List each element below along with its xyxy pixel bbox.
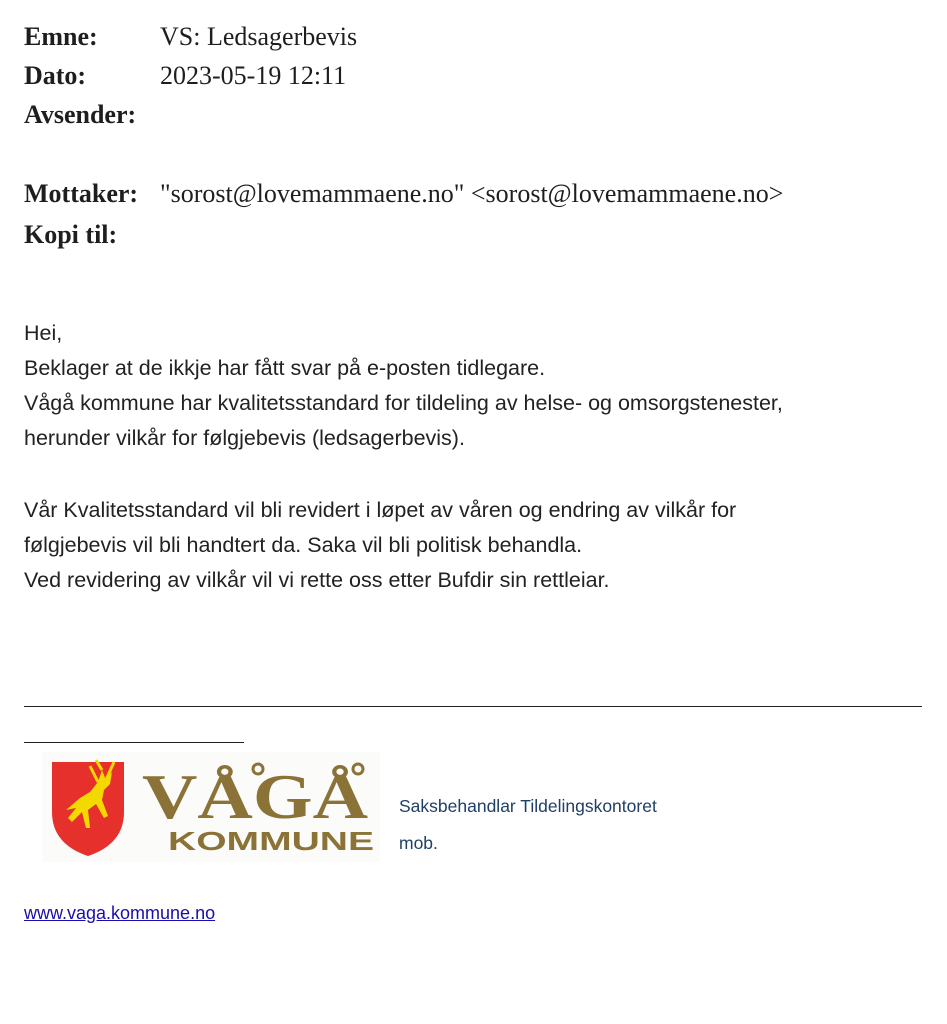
body-line: Vågå kommune har kvalitetsstandard for tildeling av helse- og omsorgstenester, bbox=[24, 391, 783, 415]
date-value: 2023-05-19 12:11 bbox=[160, 61, 347, 90]
signature-divider-short bbox=[24, 742, 244, 743]
body-line: Beklager at de ikkje har fått svar på e-posten tidlegare. bbox=[24, 356, 546, 380]
body-line: Vår Kvalitetsstandard vil bli revidert i løpet av våren og endring av vilkår for bbox=[24, 498, 737, 522]
logo-title: VÅGÅ bbox=[142, 761, 368, 832]
signature-mobile: mob. bbox=[399, 833, 438, 853]
signature-title: Saksbehandlar Tildelingskontoret bbox=[399, 796, 657, 816]
cc-row bbox=[24, 220, 117, 250]
website-link[interactable]: www.vaga.kommune.no bbox=[24, 903, 216, 923]
subject-value: VS: Ledsagerbevis bbox=[160, 22, 358, 51]
logo-wordmark bbox=[142, 761, 374, 856]
vaga-kommune-logo bbox=[42, 752, 380, 862]
recipient-label: Mottaker: bbox=[24, 179, 139, 208]
subject-row bbox=[24, 22, 358, 52]
logo-subtitle: KOMMUNE bbox=[168, 826, 374, 856]
email-body bbox=[24, 316, 783, 598]
sender-row bbox=[24, 100, 136, 130]
recipient-value: "sorost@lovemammaene.no" <sorost@lovemammaene.no> bbox=[160, 179, 784, 208]
date-label: Dato: bbox=[24, 61, 87, 90]
greeting: Hei, bbox=[24, 321, 63, 345]
body-line: følgjebevis vil bli handtert da. Saka vil bli politisk behandla. bbox=[24, 533, 583, 557]
recipient-row bbox=[24, 179, 784, 209]
cc-label: Kopi til: bbox=[24, 220, 118, 249]
subject-label: Emne: bbox=[24, 22, 98, 51]
body-line: herunder vilkår for følgjebevis (ledsagerbevis). bbox=[24, 426, 465, 450]
body-line: Ved revidering av vilkår vil vi rette oss etter Bufdir sin rettleiar. bbox=[24, 568, 610, 592]
date-row bbox=[24, 61, 347, 91]
sender-label: Avsender: bbox=[24, 100, 137, 129]
signature-divider bbox=[24, 706, 922, 707]
